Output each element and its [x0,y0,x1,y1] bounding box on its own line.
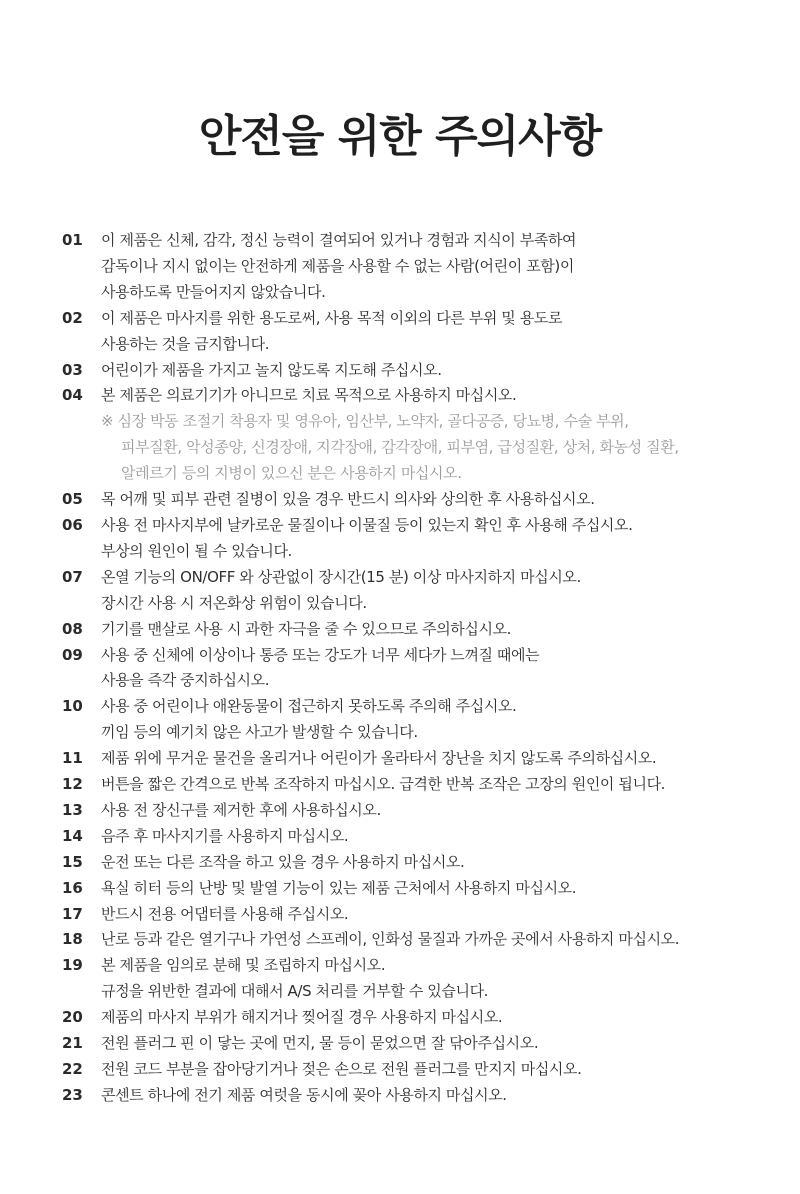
item-text-line: 사용하도록 만들어지지 않았습니다. [101,282,326,301]
caution-item [62,953,782,1005]
item-number: 03 [62,360,83,379]
item-text [101,850,782,876]
item-text-line: 전원 코드 부분을 잡아당기거나 젖은 손으로 전원 플러그를 만지지 마십시오. [101,1060,582,1078]
item-text-line: 부상의 원인이 될 수 있습니다. [101,541,292,560]
item-text-line: 제품의 마사지 부위가 해지거나 찢어질 경우 사용하지 마십시오. [101,1008,503,1027]
item-text [101,1083,782,1109]
item-text-line: 전원 플러그 핀 이 닿는 곳에 먼지, 물 등이 묻었으면 잘 닦아주십시오. [101,1034,539,1053]
item-text-line: 이 제품은 마사지를 위한 용도로써, 사용 목적 이외의 다른 부위 및 용도로 [101,308,563,327]
item-text [101,1057,782,1083]
item-number: 15 [62,852,83,871]
item-text [101,383,782,487]
item-number: 10 [62,697,83,716]
item-text-line: 끼임 등의 예기치 않은 사고가 발생할 수 있습니다. [101,723,418,742]
item-number: 09 [62,645,83,664]
item-text-line: 사용 중 어린이나 애완동물이 접근하지 못하도록 주의해 주십시오. [101,697,517,716]
item-text-line: 콘센트 하나에 전기 제품 여럿을 동시에 꽂아 사용하지 마십시오. [101,1085,507,1104]
caution-item [62,746,782,772]
page-title: 안전을 위한 주의사항 [198,111,602,162]
item-number: 23 [62,1085,83,1104]
item-text-line: 반드시 전용 어댑터를 사용해 주십시오. [101,904,349,923]
caution-list [62,228,782,1109]
caution-item [62,643,782,695]
item-text-line: 사용을 즉각 중지하십시오. [101,671,270,690]
item-number: 22 [62,1060,83,1078]
caution-item [62,772,782,798]
caution-item [62,617,782,643]
item-number: 18 [62,930,83,949]
item-text-line: 사용하는 것을 금지합니다. [101,334,270,353]
item-number: 04 [62,386,83,405]
item-number: 12 [62,775,83,794]
item-text [101,876,782,902]
item-number: 16 [62,878,83,897]
caution-item [62,513,782,565]
caution-item [62,565,782,617]
item-text-line: 이 제품은 신체, 감각, 정신 능력이 결여되어 있거나 경험과 지식이 부족하여 [101,231,577,249]
item-text-line: 온열 기능의 ON/OFF 와 상관없이 장시간(15 분) 이상 마사지하지 마십시오. [101,567,581,586]
caution-item [62,824,782,850]
item-text-line: 목 어깨 및 피부 관련 질병이 있을 경우 반드시 의사와 상의한 후 사용하십시오. [101,490,595,509]
item-text [101,694,782,746]
item-number: 11 [62,749,83,768]
item-text [101,487,782,513]
item-text-line: 제품 위에 무거운 물건을 올리거나 어린이가 올라타서 장난을 치지 않도록 주의하십시오. [101,749,657,768]
item-number: 07 [62,567,83,586]
item-text-line: 운전 또는 다른 조작을 하고 있을 경우 사용하지 마십시오. [101,852,465,871]
item-text-line: 사용 전 장신구를 제거한 후에 사용하십시오. [101,800,381,819]
item-number: 19 [62,956,83,975]
item-text-line: 사용 중 신체에 이상이나 통증 또는 강도가 너무 세다가 느껴질 때에는 [101,645,540,664]
caution-item [62,694,782,746]
caution-item [62,1083,782,1109]
item-text-line: 음주 후 마사지기를 사용하지 마십시오. [101,826,349,845]
item-text-line: 본 제품은 의료기기가 아니므로 치료 목적으로 사용하지 마십시오. [101,386,517,405]
item-text [101,1005,782,1031]
item-note-line: 알레르기 등의 지병이 있으신 분은 사용하지 마십시오. [121,464,462,483]
item-text [101,643,782,695]
caution-item [62,927,782,953]
item-number: 05 [62,490,83,509]
item-text [101,902,782,928]
caution-item [62,1057,782,1083]
item-text-line: 장시간 사용 시 저온화상 위험이 있습니다. [101,593,367,612]
item-text-line: 난로 등과 같은 열기구나 가연성 스프레이, 인화성 물질과 가까운 곳에서 사용하지 마십시오. [101,930,680,949]
item-text-line: 버튼을 짧은 간격으로 반복 조작하지 마십시오. 급격한 반복 조작은 고장의 원인이 됩니다. [101,775,666,794]
item-text [101,1031,782,1057]
item-note-line: 피부질환, 악성종양, 신경장애, 지각장애, 감각장애, 피부염, 급성질환, 상처, 화농성 질환, [121,438,679,457]
item-number: 08 [62,619,83,638]
caution-item [62,1005,782,1031]
item-text [101,565,782,617]
item-text-line: 사용 전 마사지부에 날카로운 물질이나 이물질 등이 있는지 확인 후 사용해 주십시오. [101,515,633,534]
item-number: 02 [62,308,83,327]
item-text [101,746,782,772]
caution-item [62,850,782,876]
item-text [101,228,782,306]
item-text [101,772,782,798]
caution-item [62,798,782,824]
item-text-line: 어린이가 제품을 가지고 놀지 않도록 지도해 주십시오. [101,360,442,379]
caution-item [62,306,782,358]
item-text [101,306,782,358]
caution-item [62,358,782,384]
item-text-line: 규정을 위반한 결과에 대해서 A/S 처리를 거부할 수 있습니다. [101,982,489,1001]
item-text [101,798,782,824]
item-text-line: 본 제품을 임의로 분해 및 조립하지 마십시오. [101,956,386,975]
caution-item [62,228,782,306]
item-text-line: 욕실 히터 등의 난방 및 발열 기능이 있는 제품 근처에서 사용하지 마십시오. [101,878,577,897]
item-text-line: 감독이나 지시 없이는 안전하게 제품을 사용할 수 없는 사람(어린이 포함)이 [101,256,574,275]
item-number: 01 [62,231,83,249]
item-text [101,513,782,565]
item-number: 06 [62,515,83,534]
item-number: 13 [62,800,83,819]
item-number: 21 [62,1034,83,1053]
item-text [101,927,782,953]
caution-item [62,1031,782,1057]
caution-item [62,876,782,902]
item-text [101,824,782,850]
item-text [101,617,782,643]
item-text [101,358,782,384]
item-text-line: 기기를 맨살로 사용 시 과한 자극을 줄 수 있으므로 주의하십시오. [101,619,512,638]
caution-item [62,383,782,487]
item-number: 20 [62,1008,83,1027]
caution-item [62,487,782,513]
item-number: 14 [62,826,83,845]
item-text [101,953,782,1005]
item-note-line: ※ 심장 박동 조절기 착용자 및 영유아, 임산부, 노약자, 골다공증, 당뇨병, 수술 부위, [101,412,629,431]
item-number: 17 [62,904,83,923]
caution-item [62,902,782,928]
